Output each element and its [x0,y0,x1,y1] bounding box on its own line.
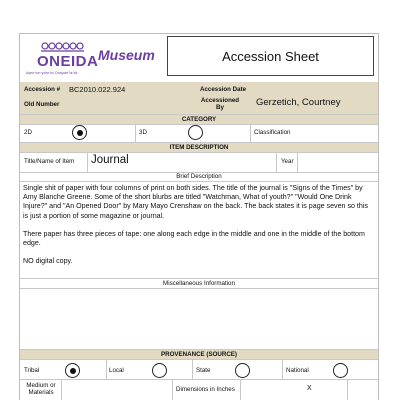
radio-selected-dot [70,368,76,374]
provenance-state-label: State [196,367,211,374]
brief-paragraph-3: NO digital copy. [23,257,73,266]
accession-number-value[interactable]: BC2010.022.924 [69,85,126,94]
misc-information-field[interactable] [20,289,378,349]
accessioned-by-value[interactable]: Gerzetich, Courtney [256,97,341,108]
category-2d-label: 2D [24,129,32,136]
medium-materials-field[interactable] [62,380,172,400]
provenance-heading: PROVENANCE (SOURCE) [20,349,378,360]
category-heading: CATEGORY [20,114,378,125]
logo-tagline: Ayen·tun·yʌhe·kʌ Onʌyote?a·ká [26,71,78,75]
provenance-national-label: National [286,367,309,374]
logo [23,39,103,79]
category-3d-label: 3D [139,129,147,136]
provenance-national-radio[interactable] [333,363,348,378]
provenance-tribal-radio[interactable] [65,363,80,378]
item-description-heading: ITEM DESCRIPTION [20,142,378,153]
provenance-local-label: Local [109,367,124,374]
accessioned-by-label: Accessioned By [200,97,240,111]
dimensions-label: Dimensions in Inches [176,386,235,393]
category-3d-radio[interactable] [188,125,203,140]
item-title-label: Title/Name of Item [24,158,75,165]
brief-paragraph-1: Single shit of paper with four columns of print on both sides. The title of the journal is "Signs of the Times" by Amy Blanche Greene. Some of the short blurbs are titled "Watchman, What of youth?" "Would One Drink Injure?" and "An Opened Door" by Mary Mayo Crenshaw on the back. The back states it is page seven so this is just a portion of some magazine or journal. [23,184,368,220]
old-number-label: Old Number [24,101,60,108]
accession-sheet [19,33,379,400]
logo-text: ONEIDA [37,53,99,70]
radio-selected-dot [77,130,83,136]
item-title-value[interactable]: Journal [91,154,129,166]
provenance-local-radio[interactable] [152,363,167,378]
sheet-title: Accession Sheet [222,49,319,64]
brief-description-text[interactable] [23,184,373,266]
title-box [167,36,374,76]
brief-description-label: Brief Description [176,173,222,180]
year-label: Year [281,158,294,165]
dimensions-separator: X [307,385,312,392]
classification-label: Classification [254,129,291,136]
accession-date-label: Accession Date [200,86,247,93]
provenance-tribal-label: Tribal [24,367,40,374]
misc-information-label: Miscellaneous Information [163,280,235,287]
category-2d-radio[interactable] [72,125,87,140]
provenance-state-radio[interactable] [235,363,250,378]
accession-number-label: Accession # [24,86,61,93]
medium-materials-label: Medium or Materials [26,382,56,396]
brief-paragraph-2: There paper has three pieces of tape: one along each edge in the middle and one in the middle of the bottom edge. [23,229,365,248]
museum-label: Museum [98,47,155,63]
